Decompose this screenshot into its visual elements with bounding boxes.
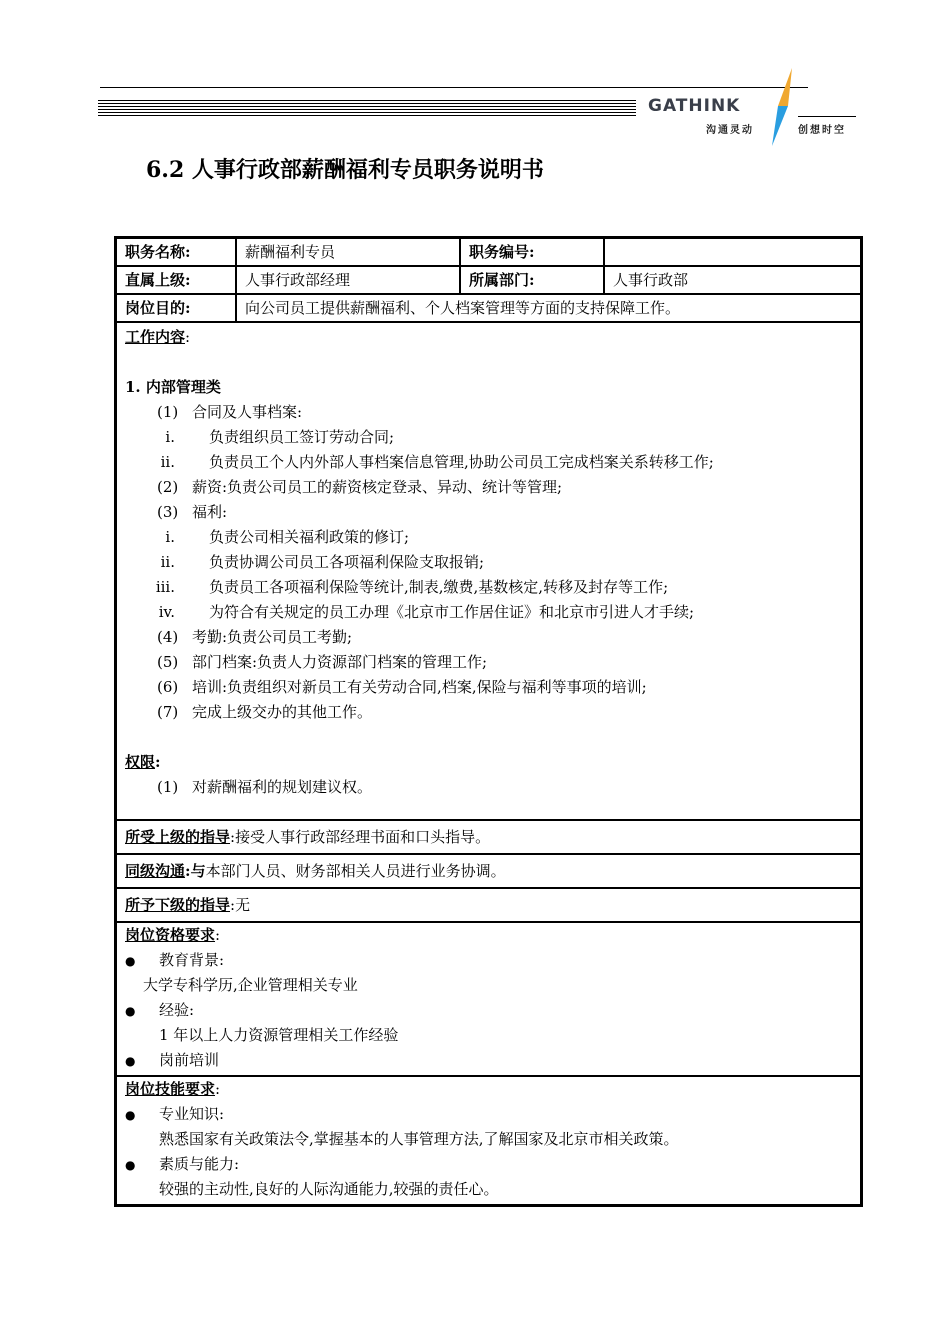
- list-item: [125, 775, 852, 800]
- logo-rule: [798, 116, 856, 117]
- work-content-label: 工作内容: [125, 328, 186, 346]
- work-content-cell: [116, 322, 861, 820]
- item-number: (1): [157, 778, 179, 796]
- authority-label: 权限: [125, 753, 156, 771]
- list-item: [125, 998, 852, 1023]
- logo-arrow-icon: [758, 66, 798, 148]
- guidance-to-text: :无: [230, 896, 251, 914]
- list-item: [125, 450, 852, 475]
- supervisor-value: 人事行政部经理: [236, 266, 460, 294]
- item-text: 考勤:负责公司员工考勤;: [192, 628, 353, 646]
- education-label: 教育背景:: [159, 951, 225, 969]
- list-item: [125, 675, 852, 700]
- purpose-label: 岗位目的:: [116, 294, 236, 322]
- bullet-icon: ●: [125, 1158, 136, 1172]
- position-name-value: 薪酬福利专员: [236, 238, 460, 266]
- list-item: [125, 600, 852, 625]
- company-logo: [648, 66, 858, 148]
- item-text: 负责公司相关福利政策的修订;: [209, 528, 410, 546]
- peer-communication-text: 本部门人员、财务部相关人员进行业务协调。: [205, 862, 506, 880]
- knowledge-value: 熟悉国家有关政策法令,掌握基本的人事管理方法,了解国家及北京市相关政策。: [159, 1130, 679, 1148]
- item-text: 负责协调公司员工各项福利保险支取报销;: [209, 553, 485, 571]
- list-item: [125, 625, 852, 650]
- list-item: [125, 525, 852, 550]
- skills-cell: [116, 1076, 861, 1205]
- item-number: i.: [165, 428, 175, 446]
- page-title: 6.2 人事行政部薪酬福利专员职务说明书: [146, 157, 544, 183]
- qualification-cell: [116, 922, 861, 1076]
- item-number: i.: [165, 528, 175, 546]
- supervisor-label: 直属上级:: [116, 266, 236, 294]
- item-text: 负责员工个人内外部人事档案信息管理,协助公司员工完成档案关系转移工作;: [209, 453, 714, 471]
- position-code-label: 职务编号:: [460, 238, 604, 266]
- list-item: [125, 1152, 852, 1177]
- ability-value: 较强的主动性,良好的人际沟通能力,较强的责任心。: [159, 1180, 499, 1198]
- item-text: 福利:: [192, 503, 228, 521]
- item-number: (1): [157, 403, 179, 421]
- item-number: iv.: [158, 603, 175, 621]
- bullet-icon: ●: [125, 1004, 136, 1018]
- logo-slogan-right: 创想时空: [798, 125, 846, 136]
- item-number: ii.: [160, 553, 175, 571]
- guidance-from-label: 所受上级的指导: [125, 828, 231, 846]
- list-item: [125, 400, 852, 425]
- guidance-to-cell: [116, 888, 861, 922]
- experience-label: 经验:: [159, 1001, 195, 1019]
- peer-communication-cell: [116, 854, 861, 888]
- guidance-from-text: :接受人事行政部经理书面和口头指导。: [230, 828, 491, 846]
- item-text: 负责员工各项福利保险等统计,制表,缴费,基数核定,转移及封存等工作;: [209, 578, 669, 596]
- list-item: [125, 1048, 852, 1073]
- training-label: 岗前培训: [159, 1051, 220, 1069]
- list-item: [125, 550, 852, 575]
- item-text: 为符合有关规定的员工办理《北京市工作居住证》和北京市引进人才手续;: [209, 603, 695, 621]
- education-value: 大学专科学历,企业管理相关专业: [143, 976, 358, 994]
- item-text: 对薪酬福利的规划建议权。: [192, 778, 373, 796]
- item-number: (7): [157, 703, 179, 721]
- ability-label: 素质与能力:: [159, 1155, 240, 1173]
- item-text: 薪资:负责公司员工的薪资核定登录、异动、统计等管理;: [192, 478, 563, 496]
- skills-label: 岗位技能要求: [125, 1080, 216, 1098]
- item-number: (5): [157, 653, 179, 671]
- peer-communication-colon: :: [185, 862, 191, 880]
- item-number: ii.: [160, 453, 175, 471]
- knowledge-label: 专业知识:: [159, 1105, 225, 1123]
- item-text: 培训:负责组织对新员工有关劳动合同,档案,保险与福利等事项的培训;: [192, 678, 647, 696]
- item-text: 合同及人事档案:: [192, 403, 303, 421]
- item-number: (3): [157, 503, 179, 521]
- item-text: 负责组织员工签订劳动合同;: [209, 428, 395, 446]
- purpose-value: 向公司员工提供薪酬福利、个人档案管理等方面的支持保障工作。: [236, 294, 861, 322]
- qualification-colon: :: [215, 926, 221, 944]
- work-content-colon: :: [185, 328, 191, 346]
- bullet-icon: ●: [125, 1054, 136, 1068]
- experience-value: 1 年以上人力资源管理相关工作经验: [159, 1026, 399, 1044]
- bullet-icon: ●: [125, 1108, 136, 1122]
- list-item: [125, 650, 852, 675]
- item-number: (4): [157, 628, 179, 646]
- item-number: (2): [157, 478, 179, 496]
- bullet-icon: ●: [125, 954, 136, 968]
- position-code-value: [604, 238, 861, 266]
- list-item: [125, 575, 852, 600]
- peer-communication-prefix: 与: [190, 862, 206, 880]
- item-number: (6): [157, 678, 179, 696]
- item-text: 完成上级交办的其他工作。: [192, 703, 373, 721]
- list-item: [125, 1102, 852, 1127]
- list-item: [125, 700, 852, 725]
- department-value: 人事行政部: [604, 266, 861, 294]
- guidance-from-cell: [116, 820, 861, 854]
- list-item: [125, 475, 852, 500]
- position-name-label: 职务名称:: [116, 238, 236, 266]
- guidance-to-label: 所予下级的指导: [125, 896, 231, 914]
- peer-communication-label: 同级沟通: [125, 862, 186, 880]
- logo-wordmark: GATHINK: [648, 96, 741, 116]
- list-item: [125, 425, 852, 450]
- item-text: 部门档案:负责人力资源部门档案的管理工作;: [192, 653, 488, 671]
- list-item: [125, 948, 852, 973]
- list-item: [125, 500, 852, 525]
- skills-colon: :: [215, 1080, 221, 1098]
- section-title: 1. 内部管理类: [125, 378, 221, 396]
- logo-slogan-left: 沟通灵动: [706, 125, 754, 136]
- department-label: 所属部门:: [460, 266, 604, 294]
- item-number: iii.: [155, 578, 175, 596]
- qualification-label: 岗位资格要求: [125, 926, 216, 944]
- header-stripes: [98, 100, 636, 118]
- authority-colon: :: [155, 753, 161, 771]
- job-description-table: [114, 236, 863, 1207]
